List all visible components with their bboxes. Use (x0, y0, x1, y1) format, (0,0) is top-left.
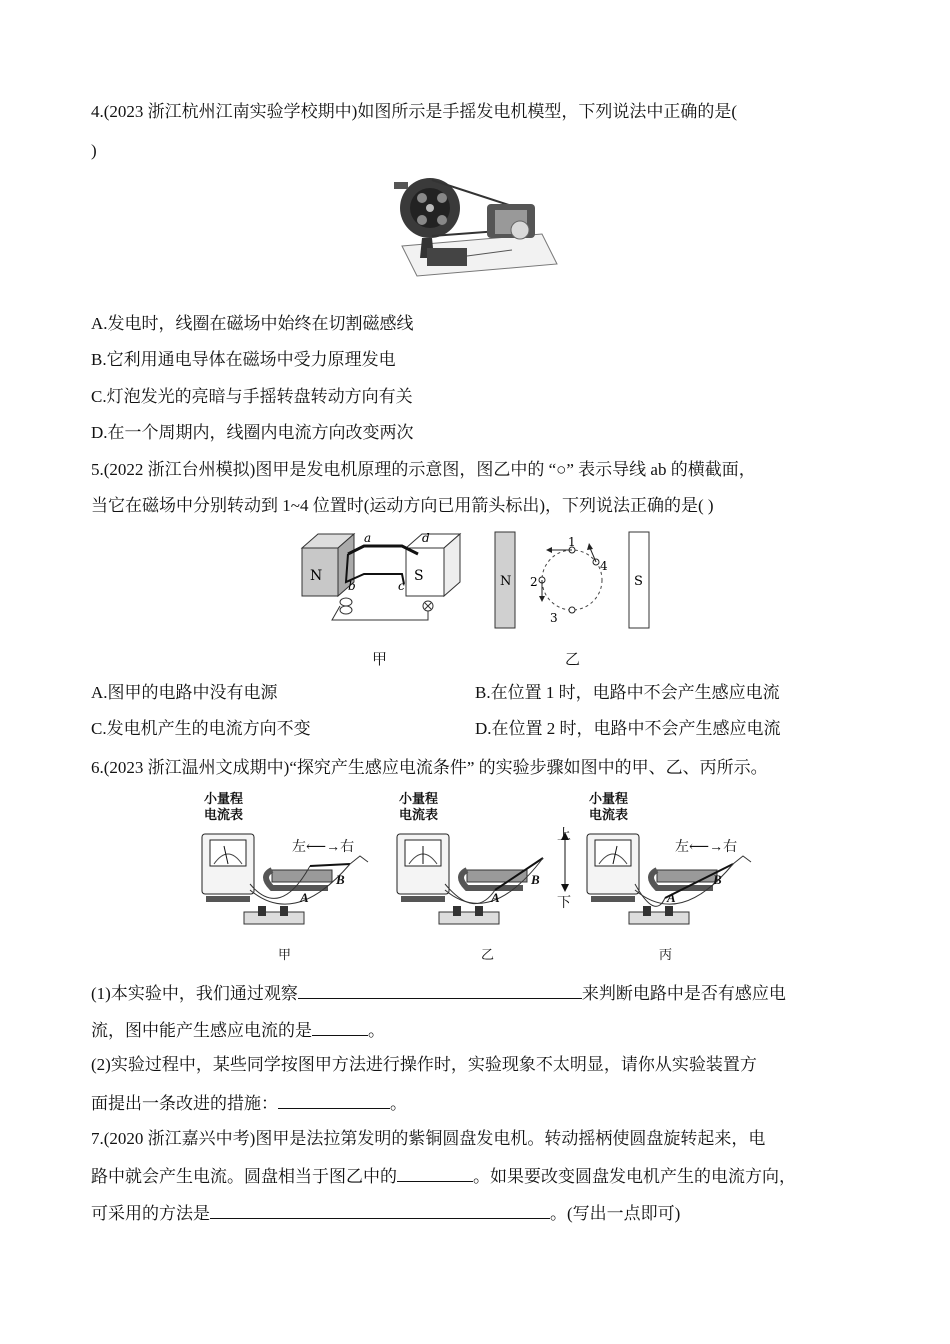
q6-caption-yi: 乙 (481, 948, 495, 963)
q6-part1-text-d: 。 (368, 1021, 385, 1040)
q5-caption-yi: 乙 (565, 650, 581, 668)
q6-part2-text-b: 面提出一条改进的措施： (91, 1094, 278, 1113)
jia-c-label: c (398, 579, 405, 593)
q6-part1-text-a: (1)本实验中，我们通过观察 (91, 984, 298, 1003)
q6-blank-observe[interactable] (298, 982, 582, 999)
jia-b-label: b (348, 579, 356, 593)
q6-part2-line2 (91, 1092, 407, 1114)
q7-line2 (91, 1165, 796, 1187)
figure-jia-generator (298, 528, 466, 628)
q5-stem-2: 当它在磁场中分别转动到 1~4 位置时(运动方向已用箭头标出)，下列说法正确的是( ) (91, 496, 714, 515)
q4-option-a: A.发电时，线圈在磁场中始终在切割磁感线 (91, 314, 414, 333)
q5-option-d: D.在位置 2 时，电路中不会产生感应电流 (475, 719, 781, 738)
yi-pos-1: 1 (568, 535, 576, 549)
q6-figure-bing (585, 790, 755, 970)
yi-n-label: N (500, 574, 512, 589)
figure-yi-positions (494, 530, 650, 632)
q7-text-c: 可采用的方法是 (91, 1204, 210, 1223)
q6-stem: 6.(2023 浙江温州文成期中)“探究产生感应电流条件” 的实验步骤如图中的甲、乙、丙所示。 (91, 758, 768, 777)
q6-figure-yi (395, 790, 575, 970)
q7-blank-method[interactable] (210, 1202, 550, 1219)
yi-meter-label-1: 小量程 (399, 792, 439, 807)
q6-blank-which-figure[interactable] (312, 1019, 368, 1036)
jia-meter-label-2: 电流表 (204, 808, 244, 823)
hand-generator-image (392, 168, 562, 278)
q7-blank-disc[interactable] (397, 1165, 473, 1182)
yi-pos-2: 2 (530, 575, 538, 589)
q4-option-b: B.它利用通电导体在磁场中受力原理发电 (91, 350, 396, 369)
jia-s-label: S (414, 568, 424, 584)
yi-down-label: 下 (557, 896, 571, 911)
bing-meter-label-1: 小量程 (589, 792, 629, 807)
q5-option-c: C.发电机产生的电流方向不变 (91, 719, 311, 738)
jia-b-marker: B (336, 872, 345, 887)
bing-b-marker: B (713, 872, 722, 887)
yi-pos-4: 4 (600, 559, 608, 573)
jia-a-marker: A (300, 890, 309, 905)
q6-caption-jia: 甲 (278, 948, 292, 963)
q6-part1-text-c: 流，图中能产生感应电流的是 (91, 1021, 312, 1040)
q6-part1-line1 (91, 982, 786, 1004)
q6-figure-jia (200, 790, 370, 970)
yi-pos-3: 3 (550, 611, 558, 625)
q7-text-a: 路中就会产生电流。圆盘相当于图乙中的 (91, 1167, 397, 1186)
jia-direction-label: 左⟵→右 (292, 840, 355, 855)
yi-meter-label-2: 电流表 (399, 808, 439, 823)
q7-text-d: 。(写出一点即可) (550, 1204, 681, 1223)
q6-caption-bing: 丙 (659, 948, 673, 963)
q6-part1-line2 (91, 1019, 385, 1041)
q5-option-b: B.在位置 1 时，电路中不会产生感应电流 (475, 683, 780, 702)
jia-meter-label-1: 小量程 (204, 792, 244, 807)
q6-part2-text-c: 。 (390, 1094, 407, 1113)
jia-d-label: d (422, 531, 430, 545)
bing-meter-label-2: 电流表 (589, 808, 629, 823)
yi-b-marker: B (531, 872, 540, 887)
q7-line1: 7.(2020 浙江嘉兴中考)图甲是法拉第发明的紫铜圆盘发电机。转动摇柄使圆盘旋转起来，电 (91, 1129, 766, 1148)
q4-stem: 4.(2023 浙江杭州江南实验学校期中)如图所示是手摇发电机模型，下列说法中正确的是( (91, 102, 737, 121)
q5-stem-1: 5.(2022 浙江台州模拟)图甲是发电机原理的示意图，图乙中的 “○” 表示导线 ab 的横截面， (91, 460, 756, 479)
jia-n-label: N (310, 568, 323, 584)
yi-a-marker: A (491, 890, 500, 905)
q7-text-b: 。如果要改变圆盘发电机产生的电流方向， (473, 1167, 796, 1186)
bing-direction-label: 左⟵→右 (675, 840, 738, 855)
q5-option-a: A.图甲的电路中没有电源 (91, 683, 278, 702)
yi-s-label: S (634, 574, 643, 589)
jia-a-label: a (364, 531, 372, 545)
q6-blank-improvement[interactable] (278, 1092, 390, 1109)
q4-stem-end: ) (91, 141, 97, 160)
q6-part2-line1: (2)实验过程中，某些同学按图甲方法进行操作时，实验现象不太明显，请你从实验装置方 (91, 1055, 757, 1074)
q4-option-c: C.灯泡发光的亮暗与手摇转盘转动方向有关 (91, 387, 413, 406)
q7-line3 (91, 1202, 680, 1224)
yi-up-label: 上 (557, 828, 571, 843)
q6-part1-text-b: 来判断电路中是否有感应电 (581, 984, 786, 1003)
q4-option-d: D.在一个周期内，线圈内电流方向改变两次 (91, 423, 414, 442)
q5-caption-jia: 甲 (372, 650, 388, 668)
bing-a-marker: A (667, 890, 676, 905)
